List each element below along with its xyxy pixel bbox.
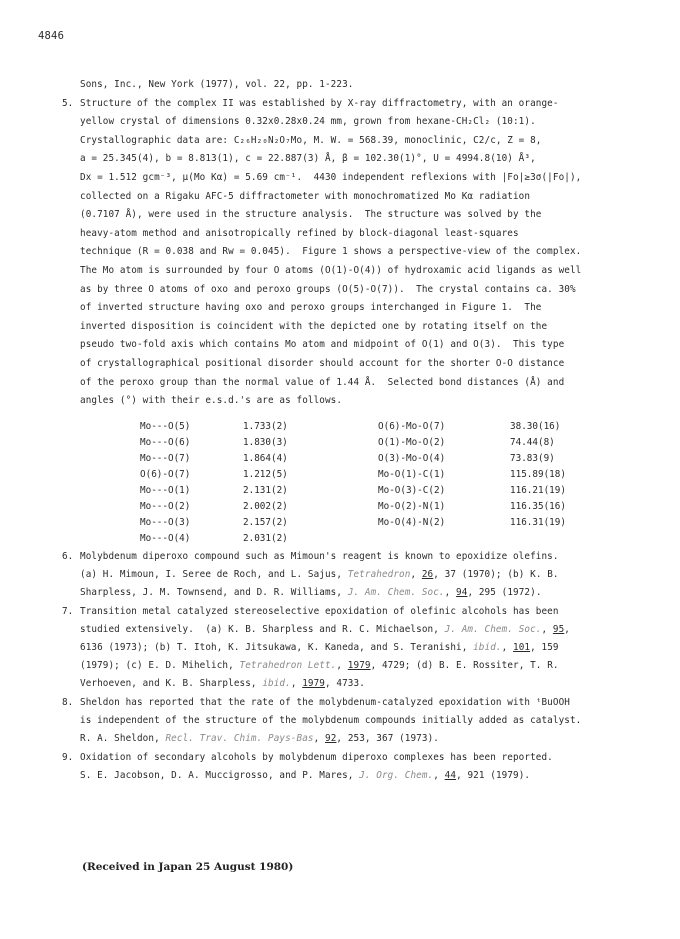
bond-label: Mo---O(6) — [140, 437, 191, 448]
bond-distance: 2.002(2) — [243, 501, 288, 512]
bond-distance: 2.157(2) — [243, 517, 288, 528]
bond-distance: 1.212(5) — [243, 469, 288, 480]
text-line: of inverted structure having oxo and peroxo groups interchanged in Figure 1. The — [80, 302, 542, 313]
ref-8-citation: R. A. Sheldon, Recl. Trav. Chim. Pays-Bas, 92, 253, 367 (1973). — [80, 733, 439, 744]
text-line: heavy-atom method and anisotropically refined by block-diagonal least-squares — [80, 228, 519, 239]
angle-label: Mo-O(4)-N(2) — [378, 517, 446, 528]
ref-7-citation: (1979); (c) E. D. Mihelich, Tetrahedron Lett., 1979, 4729; (d) B. E. Rossiter, T. R. — [80, 660, 559, 671]
text-line: Structure of the complex II was established by X-ray diffractometry, with an orange- — [80, 98, 559, 109]
text-line: of the peroxo group than the normal value of 1.44 Å. Selected bond distances (Å) and — [80, 377, 565, 388]
angle-value: 116.21(19) — [510, 485, 566, 496]
angle-value: 116.35(16) — [510, 501, 566, 512]
ref-number: 9. — [62, 752, 74, 763]
ref-number: 5. — [62, 98, 74, 109]
bond-distance: 1.830(3) — [243, 437, 288, 448]
received-date: (Received in Japan 25 August 1980) — [82, 861, 294, 873]
bond-distance: 1.864(4) — [243, 453, 288, 464]
ref-8-line: is independent of the structure of the molybdenum compounds initially added as catalyst. — [80, 715, 582, 726]
text-line: pseudo two-fold axis which contains Mo atom and midpoint of O(1) and O(3). This type — [80, 339, 565, 350]
text-line: (0.7107 Å), were used in the structure analysis. The structure was solved by the — [80, 209, 542, 220]
angle-label: O(6)-Mo-O(7) — [378, 421, 446, 432]
ref-7-citation: studied extensively. (a) K. B. Sharpless and R. C. Michaelson, J. Am. Chem. Soc., 95, — [80, 624, 570, 635]
ref-7-citation: 6136 (1973); (b) T. Itoh, K. Jitsukawa, K. Kaneda, and S. Teranishi, ibid., 101, 159 — [80, 642, 559, 653]
ref-number: 8. — [62, 697, 74, 708]
angle-label: O(3)-Mo-O(4) — [378, 453, 446, 464]
ref-8-line: Sheldon has reported that the rate of the molybdenum-catalyzed epoxidation with ᵗBuOOH — [80, 697, 570, 708]
ref-9-citation: S. E. Jacobson, D. A. Muccigrosso, and P. Mares, J. Org. Chem., 44, 921 (1979). — [80, 770, 531, 781]
ref-9-line: Oxidation of secondary alcohols by molybdenum diperoxo complexes has been reported. — [80, 752, 553, 763]
bond-distance: 2.031(2) — [243, 533, 288, 544]
bond-label: O(6)-O(7) — [140, 469, 191, 480]
text-line: collected on a Rigaku AFC-5 diffractometer with monochromatized Mo Kα radiation — [80, 191, 531, 202]
angle-value: 73.83(9) — [510, 453, 555, 464]
bond-label: Mo---O(3) — [140, 517, 191, 528]
bond-label: Mo---O(7) — [140, 453, 191, 464]
text-line: angles (°) with their e.s.d.'s are as follows. — [80, 395, 343, 406]
ref-6-line: Molybdenum diperoxo compound such as Mimoun's reagent is known to epoxidize olefins. — [80, 551, 559, 562]
bond-label: Mo---O(2) — [140, 501, 191, 512]
angle-label: O(1)-Mo-O(2) — [378, 437, 446, 448]
ref-6-citation: (a) H. Mimoun, I. Seree de Roch, and L. Sajus, Tetrahedron, 26, 37 (1970); (b) K. B. — [80, 569, 559, 580]
bond-label: Mo---O(4) — [140, 533, 191, 544]
ref-7-citation: Verhoeven, and K. B. Sharpless, ibid., 1979, 4733. — [80, 678, 365, 689]
ref-number: 7. — [62, 606, 74, 617]
page-number: 4846 — [38, 30, 65, 42]
angle-label: Mo-O(1)-C(1) — [378, 469, 446, 480]
text-line: Crystallographic data are: C₂₆H₂₀N₂O₇Mo, M. W. = 568.39, monoclinic, C2/c, Z = 8, — [80, 135, 542, 146]
ref-7-line: Transition metal catalyzed stereoselective epoxidation of olefinic alcohols has been — [80, 606, 559, 617]
text-line: The Mo atom is surrounded by four O atoms (O(1)-O(4)) of hydroxamic acid ligands as well — [80, 265, 582, 276]
ref-6-citation: Sharpless, J. M. Townsend, and D. R. Williams, J. Am. Chem. Soc., 94, 295 (1972). — [80, 587, 542, 598]
text-line: a = 25.345(4), b = 8.813(1), c = 22.887(3) Å, β = 102.30(1)°, U = 4994.8(10) Å³, — [80, 153, 536, 164]
angle-value: 38.30(16) — [510, 421, 561, 432]
angle-label: Mo-O(2)-N(1) — [378, 501, 446, 512]
angle-value: 116.31(19) — [510, 517, 566, 528]
text-line: inverted disposition is coincident with the depicted one by rotating itself on the — [80, 321, 548, 332]
text-line: yellow crystal of dimensions 0.32x0.28x0.24 mm, grown from hexane-CH₂Cl₂ (10:1). — [80, 116, 536, 127]
text-line: technique (R = 0.038 and Rw = 0.045). Figure 1 shows a perspective-view of the complex. — [80, 246, 582, 257]
angle-value: 115.89(18) — [510, 469, 566, 480]
bond-label: Mo---O(1) — [140, 485, 191, 496]
bond-distance: 2.131(2) — [243, 485, 288, 496]
text-line: Dx = 1.512 gcm⁻³, μ(Mo Kα) = 5.69 cm⁻¹. 4430 independent reflexions with |Fo|≥3σ(|Fo|), — [80, 172, 582, 183]
angle-value: 74.44(8) — [510, 437, 555, 448]
text-line: of crystallographical positional disorder should account for the shorter O-O distance — [80, 358, 565, 369]
bond-label: Mo---O(5) — [140, 421, 191, 432]
text-line: as by three O atoms of oxo and peroxo groups (O(5)-O(7)). The crystal contains ca. 30% — [80, 284, 576, 295]
angle-label: Mo-O(3)-C(2) — [378, 485, 446, 496]
bond-distance: 1.733(2) — [243, 421, 288, 432]
text-line: Sons, Inc., New York (1977), vol. 22, pp. 1-223. — [80, 79, 354, 90]
ref-number: 6. — [62, 551, 74, 562]
